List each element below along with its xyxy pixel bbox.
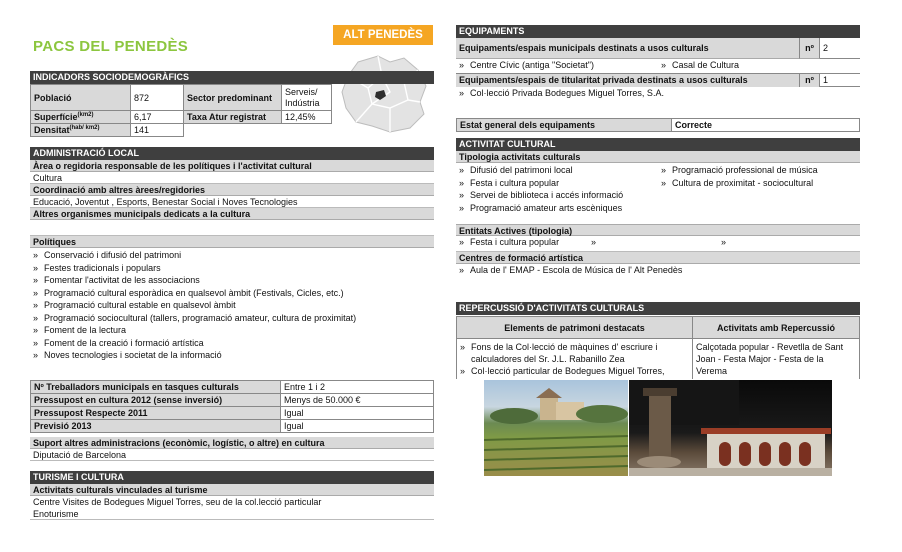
treballadors-value: Entre 1 i 2 bbox=[281, 381, 434, 394]
list-item: Centre Visites de Bodegues Miguel Torres, seu de la col.lecció particular bbox=[33, 497, 322, 507]
estat-label: Estat general dels equipaments bbox=[457, 119, 672, 132]
list-item-empty bbox=[588, 236, 718, 249]
list-item: » Festes tradicionals i populars bbox=[30, 262, 434, 275]
list-item: » Programació cultural esporàdica en qualsevol àmbit (Festivals, Cicles, etc.) bbox=[30, 287, 434, 300]
repercussio-section bbox=[456, 302, 860, 315]
repercussio-table bbox=[456, 316, 860, 379]
administracio-section bbox=[30, 147, 434, 362]
list-item: » Col·lecció particular de Bodegues Miguel Torres, bbox=[460, 366, 665, 376]
turisme-heading: TURISME I CULTURA bbox=[30, 471, 434, 484]
tipologia-label: Tipologia activitats culturals bbox=[456, 151, 860, 163]
list-item: » Festa i cultura popular bbox=[456, 236, 588, 249]
list-item: » Cultura de proximitat - sociocultural bbox=[658, 177, 860, 190]
pressupost-value: Menys de 50.000 € bbox=[281, 394, 434, 407]
municipals-label: Equipaments/espais municipals destinats a usos culturals bbox=[456, 38, 800, 59]
list-item: » Casal de Cultura bbox=[658, 59, 860, 72]
densitat-label: Densitat$^{(hab/ km2)}$ bbox=[31, 124, 131, 137]
privats-num-label: nº bbox=[800, 74, 820, 87]
poblacio-label: Població bbox=[31, 85, 131, 111]
densitat-value: 141 bbox=[131, 124, 184, 137]
respecte-value: Igual bbox=[281, 407, 434, 420]
list-item: » Centre Cívic (antiga "Societat") bbox=[456, 59, 658, 72]
repercussio-activitats: Calçotada popular - Revetlla de Sant Joan - Festa Major - Festa de la Verema bbox=[693, 339, 860, 379]
municipals-count: 2 bbox=[823, 43, 829, 53]
list-item: » Programació sociocultural (tallers, programació amateur, cultura de proximitat) bbox=[30, 312, 434, 325]
entitats-label: Entitats Actives (tipologia) bbox=[456, 224, 860, 236]
atur-label: Taxa Atur registrat bbox=[184, 111, 282, 124]
page-title: PACS DEL PENEDÈS bbox=[33, 38, 189, 55]
activitat-section bbox=[456, 138, 860, 280]
list-item: » Conservació i difusió del patrimoni bbox=[30, 249, 434, 262]
repercussio-col1-label: Elements de patrimoni destacats bbox=[457, 317, 693, 339]
administracio-heading: ADMINISTRACIÓ LOCAL bbox=[30, 147, 434, 160]
poblacio-value: 872 bbox=[131, 85, 184, 111]
suport-label: Suport altres administracions (econòmic, logístic, o altre) en cultura bbox=[30, 437, 434, 449]
indicadors-table bbox=[30, 84, 434, 137]
respecte-label: Pressupost Respecte 2011 bbox=[31, 407, 281, 420]
politiques-list bbox=[30, 248, 434, 362]
estat-table bbox=[456, 118, 860, 132]
indicadors-heading: INDICADORS SOCIODEMOGRÀFICS bbox=[30, 71, 434, 84]
sector-label: Sector predominant bbox=[184, 85, 282, 111]
altres-value bbox=[30, 220, 434, 236]
list-item: » Programació amateur arts escèniques bbox=[456, 202, 658, 215]
list-item-empty bbox=[718, 236, 732, 249]
list-item: » Fons de la Col·lecció de màquines d' escriure i calculadores del Sr. J.L. Rabanillo Zea bbox=[460, 342, 658, 364]
repercussio-heading: REPERCUSSIÓ D'ACTIVITATS CULTURALS bbox=[456, 302, 860, 315]
superficie-label: Superfície$^{(km2)}$ bbox=[31, 111, 131, 124]
politiques-label: Polítiques bbox=[30, 236, 434, 248]
list-item: » Foment de la lectura bbox=[30, 324, 434, 337]
area-value: Cultura bbox=[30, 172, 434, 184]
sector-value: Serveis/ Indústria bbox=[282, 85, 332, 111]
estat-value: Correcte bbox=[672, 119, 860, 132]
formacio-label: Centres de formació artística bbox=[456, 252, 860, 264]
region-badge: ALT PENEDÈS bbox=[333, 25, 433, 45]
atur-value: 12,45% bbox=[282, 111, 332, 124]
pressupost-table bbox=[30, 380, 434, 433]
equipaments-heading: EQUIPAMENTS bbox=[456, 25, 860, 38]
list-item: » Festa i cultura popular bbox=[456, 177, 658, 190]
repercussio-col2-label: Activitats amb Repercussió bbox=[693, 317, 860, 339]
previsio-value: Igual bbox=[281, 420, 434, 433]
coord-label: Coordinació amb altres àrees/regidories bbox=[30, 184, 434, 196]
privats-count: 1 bbox=[823, 75, 829, 85]
list-item: » Noves tecnologies i societat de la informació bbox=[30, 349, 434, 362]
previsio-label: Previsió 2013 bbox=[31, 420, 281, 433]
vineyard-photo bbox=[484, 380, 628, 476]
winery-photo bbox=[629, 380, 832, 476]
list-item: » Programació cultural estable en qualsevol àmbit bbox=[30, 299, 434, 312]
list-item: » Aula de l' EMAP - Escola de Música de l' Alt Penedès bbox=[456, 264, 860, 280]
pressupost-label: Pressupost en cultura 2012 (sense inversió) bbox=[31, 394, 281, 407]
superficie-value: 6,17 bbox=[131, 111, 184, 124]
list-item: » Col·lecció Privada Bodegues Miguel Torres, S.A. bbox=[456, 87, 860, 103]
suport-value: Diputació de Barcelona bbox=[30, 449, 434, 461]
list-item: Enoturisme bbox=[30, 508, 434, 520]
treballadors-label: Nº Treballadors municipals en tasques culturals bbox=[31, 381, 281, 394]
privats-label: Equipaments/espais de titularitat privada destinats a usos culturals bbox=[456, 74, 800, 87]
equipaments-section bbox=[456, 25, 860, 103]
altres-label: Altres organismes municipals dedicats a la cultura bbox=[30, 208, 434, 220]
turisme-activitats-label: Activitats culturals vinculades al turisme bbox=[30, 484, 434, 496]
list-item: » Fomentar l'activitat de les associacions bbox=[30, 274, 434, 287]
list-item: » Difusió del patrimoni local bbox=[456, 164, 658, 177]
coord-value: Educació, Joventut , Esports, Benestar Social i Noves Tecnologies bbox=[30, 196, 434, 208]
turisme-section bbox=[30, 471, 434, 520]
area-label: Àrea o regidoria responsable de les polítiques i l'activitat cultural bbox=[30, 160, 434, 172]
list-item: » Foment de la creació i formació artística bbox=[30, 337, 434, 350]
list-item: » Programació professional de música bbox=[658, 164, 860, 177]
list-item: » Servei de biblioteca i accés informació bbox=[456, 189, 658, 202]
activitat-heading: ACTIVITAT CULTURAL bbox=[456, 138, 860, 151]
municipals-num-label: nº bbox=[800, 38, 820, 59]
